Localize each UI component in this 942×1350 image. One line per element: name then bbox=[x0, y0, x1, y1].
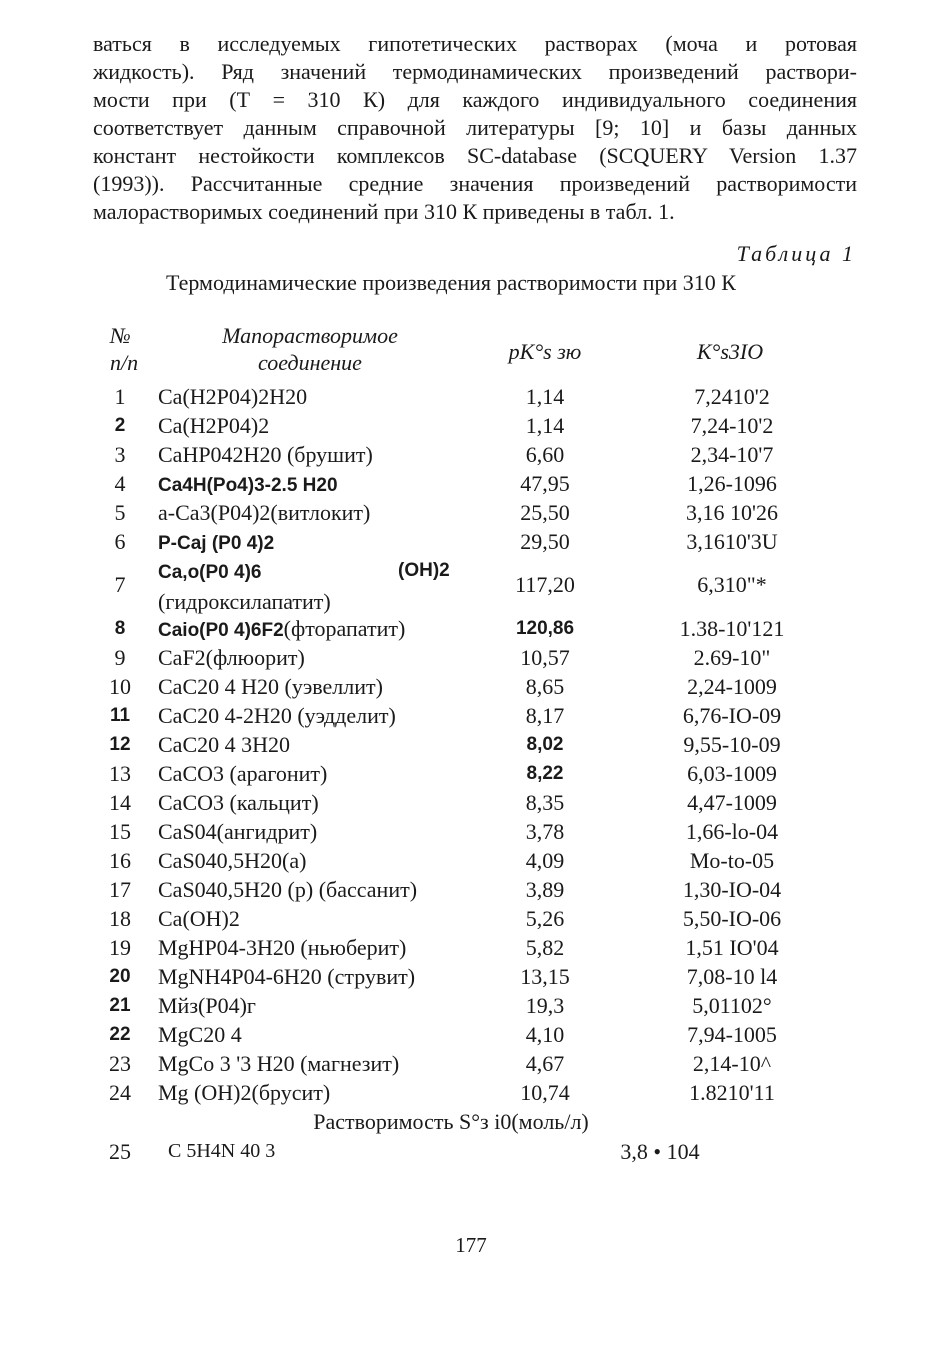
row-compound-formula: P-Caj (P0 4)2 bbox=[158, 533, 275, 554]
row-compound bbox=[158, 469, 478, 500]
table-row bbox=[0, 556, 942, 614]
row-compound-formula: CaS040,5H20 (р) (бассанит) bbox=[158, 877, 418, 902]
row-pk-value: 8,65 bbox=[525, 674, 565, 699]
row-pk-value: 25,50 bbox=[520, 500, 570, 525]
row-number: 11 bbox=[109, 705, 131, 726]
table-row bbox=[0, 440, 942, 469]
row-compound-formula: CaCO3 (кальцит) bbox=[158, 790, 319, 815]
row-number: 13 bbox=[109, 761, 131, 786]
page-number: 177 bbox=[455, 1233, 487, 1257]
row-k-value: 1.8210'11 bbox=[689, 1080, 775, 1105]
row-compound bbox=[158, 846, 478, 875]
table-row bbox=[0, 527, 942, 556]
row-number: 12 bbox=[109, 734, 131, 755]
row-compound bbox=[158, 817, 478, 846]
table-row bbox=[0, 382, 942, 411]
row-number: 23 bbox=[109, 1051, 131, 1076]
row-compound bbox=[158, 614, 478, 645]
intro-line: соответствует данным справочной литературы [9; 10] и базы данных bbox=[93, 115, 857, 140]
row-number: 5 bbox=[114, 500, 126, 525]
row-number: 22 bbox=[109, 1024, 131, 1045]
row-compound-formula: CaC20 4 H20 (уэвеллит) bbox=[158, 674, 383, 699]
row-compound bbox=[158, 991, 478, 1020]
row-k-value: 9,55-10-09 bbox=[683, 732, 781, 757]
table-row bbox=[0, 1078, 942, 1107]
row-compound-formula: MgHP04-3H20 (ньюберит) bbox=[158, 935, 407, 960]
row-k-value: 1.38-10'121 bbox=[679, 616, 785, 641]
row-k-value: 4,47-1009 bbox=[687, 790, 777, 815]
row-number: 16 bbox=[109, 848, 131, 873]
row-pk-value: 1,14 bbox=[525, 413, 565, 438]
row-compound bbox=[158, 498, 478, 527]
row-compound bbox=[158, 962, 478, 991]
row-pk-value: 10,74 bbox=[520, 1080, 570, 1105]
row-compound-formula: a-Ca3(P04)2(витлокит) bbox=[158, 500, 371, 525]
row-k-value: 2,14-10^ bbox=[692, 1051, 772, 1076]
header-compound-line2: соединение bbox=[258, 350, 362, 375]
intro-line: констант нестойкости комплексов SC-database (SCQUERY Version 1.37 bbox=[93, 143, 857, 168]
row-compound-mineral: (фторапатит) bbox=[283, 616, 406, 641]
row-number: 14 bbox=[109, 790, 131, 815]
row-number: 6 bbox=[114, 529, 126, 554]
row-pk-value: 117,20 bbox=[515, 572, 575, 597]
row-pk-value: 4,09 bbox=[525, 848, 565, 873]
row-solubility-value: 3,8 • 104 bbox=[620, 1139, 700, 1164]
header-compound-line1: Мапорастворимое bbox=[222, 323, 398, 348]
header-k: K°s3IO bbox=[696, 339, 764, 364]
header-number-line1: № bbox=[110, 323, 131, 348]
row-k-value: 3,16 10'26 bbox=[686, 500, 778, 525]
row-k-value: 7,08-10 l4 bbox=[686, 964, 778, 989]
row-compound-mineral: (гидроксилапатит) bbox=[158, 589, 331, 614]
row-pk-value: 47,95 bbox=[520, 471, 570, 496]
row-compound bbox=[158, 556, 478, 616]
table-row bbox=[0, 991, 942, 1020]
row-number: 3 bbox=[114, 442, 126, 467]
row-k-value: 3,1610'3U bbox=[686, 529, 778, 554]
row-compound-formula: Mg (OH)2(брусит) bbox=[158, 1080, 331, 1105]
table-row bbox=[0, 643, 942, 672]
row-compound bbox=[158, 701, 478, 730]
row-compound bbox=[158, 904, 478, 933]
row-number: 7 bbox=[114, 572, 126, 597]
intro-line: ваться в исследуемых гипотетических растворах (моча и ротовая bbox=[93, 31, 857, 56]
row-pk-value: 5,26 bbox=[525, 906, 565, 931]
table-row bbox=[0, 469, 942, 498]
row-compound-formula-extra: (OH)2 bbox=[398, 560, 450, 581]
intro-line: малорастворимых соединений при 310 К приведены в табл. 1. bbox=[93, 199, 675, 224]
row-k-value: 7,2410'2 bbox=[694, 384, 770, 409]
row-pk-value: 3,78 bbox=[525, 819, 565, 844]
row-pk-value: 10,57 bbox=[520, 645, 570, 670]
row-compound-formula: CaC20 4-2H20 (уэдделит) bbox=[158, 703, 396, 728]
row-compound-formula: Ca(OH)2 bbox=[158, 906, 240, 931]
row-k-value: 5,01102° bbox=[692, 993, 772, 1018]
row-pk-value: 4,10 bbox=[525, 1022, 565, 1047]
row-k-value: 1,66-lo-04 bbox=[685, 819, 779, 844]
header-pk: pK°s зю bbox=[508, 339, 582, 364]
intro-paragraph bbox=[93, 30, 857, 226]
row-number: 9 bbox=[114, 645, 126, 670]
row-pk-value: 29,50 bbox=[520, 529, 570, 554]
row-pk-value: 8,22 bbox=[526, 763, 564, 784]
header-number-line2: п/п bbox=[110, 350, 139, 375]
row-pk-value: 6,60 bbox=[525, 442, 565, 467]
row-k-value: 6,76-IO-09 bbox=[682, 703, 782, 728]
row-pk-value: 4,67 bbox=[525, 1051, 565, 1076]
table-row bbox=[0, 962, 942, 991]
row-compound-formula: MgC20 4 bbox=[158, 1022, 242, 1047]
row-pk-value: 1,14 bbox=[525, 384, 565, 409]
row-k-value: 1,26-1096 bbox=[687, 471, 777, 496]
row-number: 1 bbox=[114, 384, 126, 409]
row-number: 15 bbox=[109, 819, 131, 844]
row-compound bbox=[158, 759, 478, 788]
row-compound-formula: Мйз(Р04)г bbox=[158, 993, 256, 1018]
row-number: 8 bbox=[114, 618, 126, 639]
row-k-value: 5,50-IO-06 bbox=[682, 906, 782, 931]
row-compound bbox=[158, 440, 478, 469]
row-number: 25 bbox=[109, 1139, 131, 1164]
row-compound bbox=[158, 527, 478, 558]
row-pk-value: 19,3 bbox=[525, 993, 565, 1018]
header-number bbox=[110, 322, 138, 376]
intro-line: (1993)). Рассчитанные средние значения произведений растворимости bbox=[93, 171, 857, 196]
row-pk-value: 8,02 bbox=[526, 734, 564, 755]
table-row bbox=[0, 701, 942, 730]
table-row bbox=[0, 788, 942, 817]
table-label: Таблица 1 bbox=[736, 241, 856, 266]
row-pk-value: 8,17 bbox=[525, 703, 565, 728]
row-pk-value: 3,89 bbox=[525, 877, 565, 902]
row-k-value: 2,34-10'7 bbox=[690, 442, 774, 467]
row-number: 21 bbox=[109, 995, 131, 1016]
table-row bbox=[0, 1049, 942, 1078]
row-compound bbox=[158, 643, 478, 672]
table-caption: Термодинамические произведения растворимости при 310 К bbox=[166, 270, 736, 295]
row-compound-formula: MgNH4P04-6H20 (струвит) bbox=[158, 964, 416, 989]
row-compound bbox=[158, 875, 478, 904]
table-row bbox=[0, 846, 942, 875]
table-row bbox=[0, 411, 942, 440]
row-compound-formula: Ca(H2P04)2 bbox=[158, 413, 270, 438]
row-compound bbox=[158, 1020, 478, 1049]
row-pk-value: 13,15 bbox=[520, 964, 570, 989]
row-k-value: 2,24-1009 bbox=[687, 674, 777, 699]
row-number: 2 bbox=[114, 415, 126, 436]
row-compound bbox=[158, 1049, 478, 1078]
row-compound-formula: MgCo 3 '3 H20 (магнезит) bbox=[158, 1051, 400, 1076]
row-compound-formula: CaCO3 (арагонит) bbox=[158, 761, 328, 786]
header-compound bbox=[160, 322, 460, 376]
row-pk-value: 8,35 bbox=[525, 790, 565, 815]
row-compound bbox=[158, 382, 478, 411]
row-k-value: 2.69-10" bbox=[693, 645, 771, 670]
row-k-value: Mo-to-05 bbox=[689, 848, 775, 873]
row-pk-value: 5,82 bbox=[525, 935, 565, 960]
table-row bbox=[0, 933, 942, 962]
table-row-extra bbox=[0, 1137, 942, 1166]
intro-line: мости при (Т = 310 К) для каждого индивидуального соединения bbox=[93, 87, 857, 112]
table-row bbox=[0, 1020, 942, 1049]
table-row bbox=[0, 875, 942, 904]
row-compound-formula: CaS040,5H20(а) bbox=[158, 848, 307, 873]
row-compound-formula: CaHP042H20 (брушит) bbox=[158, 442, 373, 467]
row-compound-formula: CaS04(ангидрит) bbox=[158, 819, 318, 844]
row-number: 19 bbox=[109, 935, 131, 960]
row-pk-value: 120,86 bbox=[515, 618, 575, 639]
row-compound-formula: Ca,o(P0 4)6 bbox=[158, 562, 262, 583]
row-number: 4 bbox=[114, 471, 126, 496]
row-compound-formula: CaC20 4 3H20 bbox=[158, 732, 290, 757]
row-compound bbox=[158, 730, 478, 759]
table-row bbox=[0, 817, 942, 846]
table-row bbox=[0, 759, 942, 788]
row-k-value: 6,03-1009 bbox=[687, 761, 777, 786]
row-compound bbox=[158, 411, 478, 440]
intro-line: жидкость). Ряд значений термодинамических произведений раствори- bbox=[93, 59, 857, 84]
row-number: 20 bbox=[109, 966, 131, 987]
row-k-value: 1,30-IO-04 bbox=[682, 877, 782, 902]
row-k-value: 6,310"* bbox=[697, 572, 767, 597]
table-row bbox=[0, 498, 942, 527]
row-compound bbox=[158, 672, 478, 701]
row-compound-formula: Caio(P0 4)6F2 bbox=[158, 620, 284, 641]
table-row bbox=[0, 904, 942, 933]
row-k-value: 7,24-10'2 bbox=[690, 413, 774, 438]
row-compound: C 5H4N 40 3 bbox=[168, 1140, 276, 1162]
table-row bbox=[0, 614, 942, 643]
row-number: 18 bbox=[109, 906, 131, 931]
row-k-value: 7,94-1005 bbox=[687, 1022, 777, 1047]
row-k-value: 1,51 IO'04 bbox=[685, 935, 779, 960]
row-number: 10 bbox=[109, 674, 131, 699]
row-compound bbox=[158, 1078, 478, 1107]
row-number: 17 bbox=[109, 877, 131, 902]
row-number: 24 bbox=[109, 1080, 131, 1105]
row-compound bbox=[158, 788, 478, 817]
table-row bbox=[0, 730, 942, 759]
table-row bbox=[0, 672, 942, 701]
row-compound-formula: CaF2(флюорит) bbox=[158, 645, 305, 670]
row-compound-formula: Ca(H2P04)2H20 bbox=[158, 384, 308, 409]
solubility-subheading: Растворимость S°з i0(моль/л) bbox=[313, 1109, 589, 1134]
row-compound-formula: Ca4H(Po4)3-2.5 H20 bbox=[158, 475, 338, 496]
row-compound bbox=[158, 933, 478, 962]
